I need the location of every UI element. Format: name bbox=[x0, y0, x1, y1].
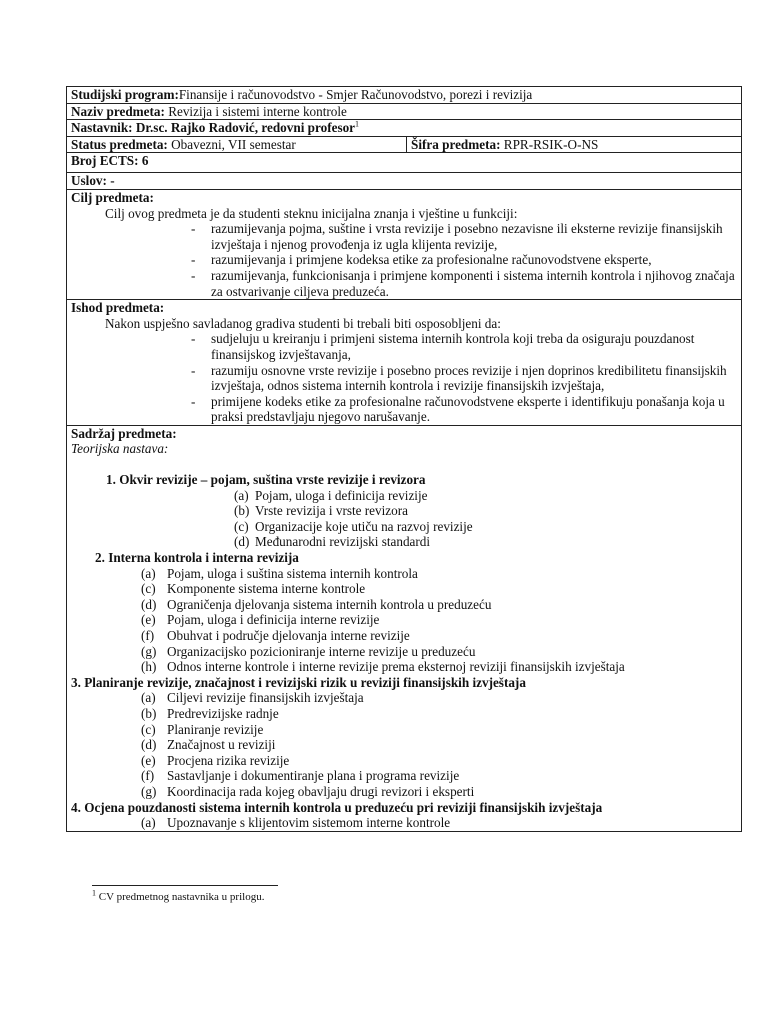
program-row bbox=[66, 86, 742, 104]
section-items bbox=[71, 815, 737, 831]
list-item: (g) Organizacijsko pozicioniranje interne revizije u preduzeću bbox=[141, 643, 476, 659]
status-row bbox=[66, 137, 742, 154]
goal-list bbox=[71, 221, 737, 299]
program-value: Finansije i računovodstvo - Smjer Računovodstvo, porezi i revizija bbox=[178, 87, 533, 102]
list-item: (d) Značajnost u reviziji bbox=[141, 737, 276, 753]
list-item: - razumijevanja, funkcionisanja i primjene komponenti i sistema internih kontrola i njihovog značaja za ostvarivanje ciljeva preduzeća. bbox=[191, 267, 735, 299]
condition-label: Uslov: - bbox=[71, 173, 115, 189]
ects-row bbox=[66, 153, 742, 173]
list-item: (d) Međunarodni revizijski standardi bbox=[234, 534, 431, 550]
program-label: Studijski program: bbox=[71, 87, 179, 102]
content-row bbox=[66, 426, 742, 832]
outcome-intro: Nakon uspješno savladanog gradiva studenti bi trebali biti osposobljeni da: bbox=[105, 315, 501, 331]
content-label: Sadržaj predmeta: bbox=[71, 425, 177, 441]
list-item: (a) Pojam, uloga i definicija revizije bbox=[234, 487, 428, 503]
footnote bbox=[92, 888, 265, 903]
goal-row bbox=[66, 190, 742, 300]
section-items bbox=[71, 488, 737, 550]
list-item: (c) Komponente sistema interne kontrole bbox=[141, 581, 366, 597]
teacher-row bbox=[66, 120, 742, 137]
list-item: - razumiju osnovne vrste revizije i posebno proces revizije i njen doprinos kredibilitetu finansijskih izvještaja, odnos sistema internih kontrola i revizije finansijskih izvještaja, bbox=[191, 362, 727, 394]
course-name-value: Revizija i sistemi interne kontrole bbox=[164, 103, 347, 119]
teacher-label: Nastavnik: Dr.sc. Rajko Radović, redovni profesor bbox=[71, 120, 356, 136]
list-item: - primijene kodeks etike za profesionalne računovodstvene eksperte i identifikuju ponašanja koja u praksi predstavljaju njegovo narušavanje. bbox=[191, 393, 725, 425]
condition-row bbox=[66, 173, 742, 190]
content-subtitle: Teorijska nastava: bbox=[71, 441, 169, 457]
goal-label: Cilj predmeta: bbox=[71, 189, 154, 205]
list-item: (f) Sastavljanje i dokumentiranje plana i programa revizije bbox=[141, 768, 460, 784]
list-item: (b) Predrevizijske radnje bbox=[141, 705, 279, 721]
list-item: (e) Procjena rizika revizije bbox=[141, 752, 290, 768]
code-cell bbox=[407, 137, 602, 153]
list-item: (c) Organizacije koje utiču na razvoj revizije bbox=[234, 518, 473, 534]
course-syllabus-table bbox=[66, 86, 742, 832]
footnote-number: 1 bbox=[92, 888, 96, 898]
section-title: 3. Planiranje revizije, značajnost i revizijski rizik u reviziji finansijskih izvještaja bbox=[71, 674, 526, 690]
code-label: Šifra predmeta: bbox=[411, 136, 501, 152]
code-value: RPR-RSIK-O-NS bbox=[500, 136, 599, 152]
outcome-row bbox=[66, 300, 742, 426]
section-items bbox=[71, 690, 737, 799]
outcome-label: Ishod predmeta: bbox=[71, 300, 165, 316]
list-item: (h) Odnos interne kontrole i interne revizije prema eksternoj reviziji finansijskih izvještaja bbox=[141, 659, 625, 675]
footnote-separator bbox=[92, 885, 278, 886]
footnote-ref: 1 bbox=[355, 119, 360, 129]
list-item: (b) Vrste revizija i vrste revizora bbox=[234, 503, 408, 519]
list-item: - sudjeluju u kreiranju i primjeni sistema internih kontrola koji treba da osiguraju pouzdanost finansijskog izvještavanja, bbox=[191, 331, 695, 362]
status-label: Status predmeta: bbox=[71, 136, 168, 152]
list-item: - razumijevanja i primjene kodeksa etike za profesionalne računovodstvene eksperte, bbox=[191, 252, 652, 268]
status-value: Obavezni, VII semestar bbox=[167, 136, 296, 152]
list-item: (g) Koordinacija rada kojeg obavljaju drugi revizori i eksperti bbox=[141, 783, 475, 799]
footnote-text: CV predmetnog nastavnika u prilogu. bbox=[96, 891, 265, 903]
section-title: 2. Interna kontrola i interna revizija bbox=[95, 550, 299, 566]
section-title: 1. Okvir revizije – pojam, suština vrste revizije i revizora bbox=[106, 472, 426, 488]
list-item: (a) Pojam, uloga i suština sistema internih kontrola bbox=[141, 565, 418, 581]
list-item: (e) Pojam, uloga i definicija interne revizije bbox=[141, 612, 380, 628]
list-item: - razumijevanja pojma, suštine i vrsta revizije i posebno nezavisne ili eksterne revizije finansijskih izvještaja i njenog provođenja iz ugla klijenta revizije, bbox=[191, 221, 723, 252]
list-item: (a) Upoznavanje s klijentovim sistemom interne kontrole bbox=[141, 815, 451, 831]
list-item: (a) Ciljevi revizije finansijskih izvještaja bbox=[141, 690, 364, 706]
outcome-list bbox=[71, 331, 737, 425]
ects-label: Broj ECTS: 6 bbox=[71, 153, 149, 169]
course-name-row bbox=[66, 104, 742, 121]
list-item: (d) Ograničenja djelovanja sistema internih kontrola u preduzeću bbox=[141, 596, 492, 612]
list-item: (c) Planiranje revizije bbox=[141, 721, 264, 737]
section-items bbox=[71, 566, 737, 675]
status-cell bbox=[67, 137, 407, 153]
goal-intro: Cilj ovog predmeta je da studenti steknu inicijalna znanja i vještine u funkciji: bbox=[105, 205, 518, 221]
course-name-label: Naziv predmeta: bbox=[71, 103, 165, 119]
list-item: (f) Obuhvat i područje djelovanja interne revizije bbox=[141, 628, 410, 643]
section-title: 4. Ocjena pouzdanosti sistema internih kontrola u preduzeću pri reviziji finansijskih izvještaja bbox=[71, 799, 603, 815]
